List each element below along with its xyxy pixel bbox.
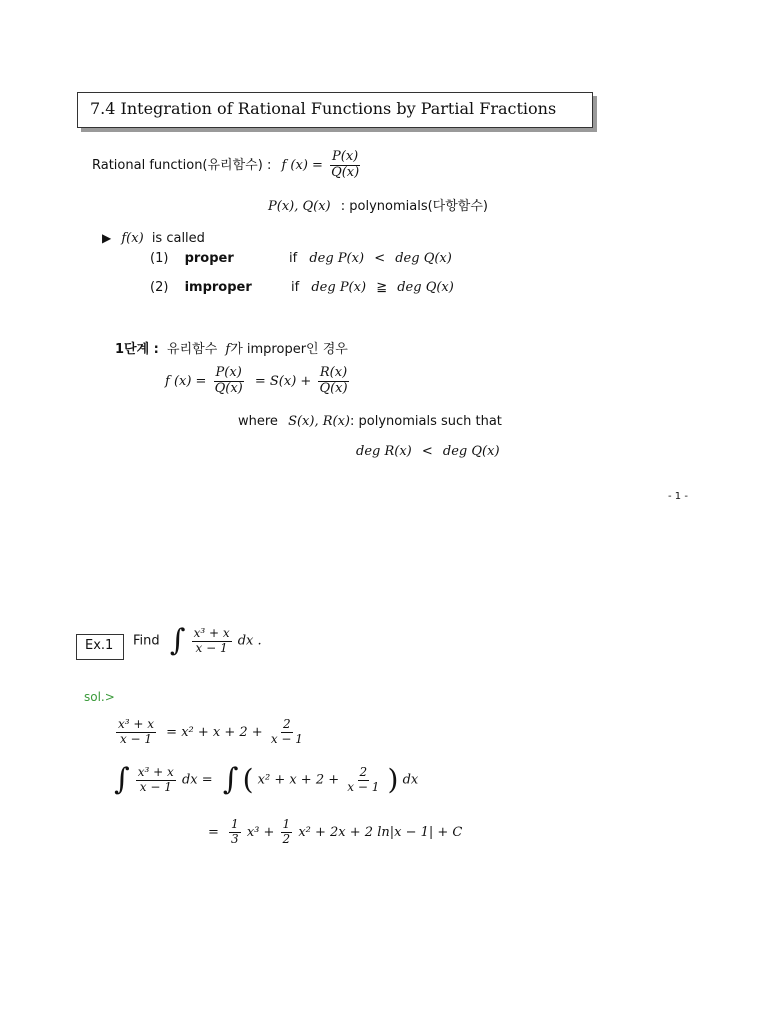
step1-den-1: Q(x) [214,380,243,396]
proper-condition [289,251,452,266]
step1-text-a: 유리함수 [167,342,218,357]
fraction-numerator: P(x) [332,149,359,164]
rational-function-lhs: f (x) = [281,157,323,173]
step1-num-2: R(x) [319,365,348,380]
sol2-rem-denominator: x − 1 [347,779,380,794]
improper-condition [291,280,454,295]
improper-number: (2) [150,280,169,295]
solution-line-2 [114,762,419,797]
proper-if: if [289,251,298,266]
sol1-numerator: x³ + x [118,717,155,731]
step1-f: f [225,342,231,357]
solution-line-1 [114,718,307,747]
step1-text-b: 가 improper인 경우 [230,342,348,357]
example-denominator: x − 1 [195,640,228,655]
proper-name: proper [184,251,234,266]
improper-if: if [291,280,300,295]
proper-item [150,251,234,266]
deg-relation: < [421,444,433,459]
find-word: Find [133,633,160,649]
step1-fraction-1 [213,366,245,397]
right-paren: ) [387,763,399,796]
called-text: is called [151,231,205,246]
step1-fraction-2 [317,366,349,397]
improper-item [150,280,252,295]
polynomials-line [268,195,488,214]
sol1-fraction [116,718,156,747]
step1-mid: = S(x) + [254,373,312,389]
integral-icon: ∫ [114,762,130,797]
sol1-mid: = x² + x + 2 + [166,724,263,740]
sol3-fraction-2 [281,818,293,847]
improper-deg-p: deg P(x) [311,280,367,295]
solution-line-3 [208,818,462,847]
sol2-dx: dx = [181,772,213,788]
fx-symbol: f(x) [121,231,144,246]
where-description: : polynomials such that [350,414,502,429]
sol2-denominator: x − 1 [139,779,172,794]
proper-number: (1) [150,251,169,266]
step1-den-2: Q(x) [319,380,348,396]
bullet-icon: ▶ [102,231,112,245]
where-symbols: S(x), R(x) [288,414,350,429]
fraction-denominator: Q(x) [331,164,360,180]
sol3-term-2: x² + 2x + 2 ln|x − 1| + C [298,824,463,840]
sol3-fraction-1 [229,818,241,847]
step1-label: 1단계 : [115,342,159,357]
improper-relation: ≧ [376,280,388,295]
sol1-rem-numerator: 2 [283,717,291,731]
pq-symbols: P(x), Q(x) [268,199,331,214]
integral-icon: ∫ [222,762,239,797]
sol1-denominator: x − 1 [119,731,153,746]
improper-name: improper [184,280,252,295]
sol2-numerator: x³ + x [137,764,174,779]
rational-function-label: Rational function(유리함수) : [92,157,272,173]
example-dx: dx . [237,633,262,649]
sol3-equals: = [208,824,219,840]
section-title: 7.4 Integration of Rational Functions by Partial Fractions [90,99,557,118]
solution-label: sol.> [84,690,115,704]
example-fraction [192,627,232,656]
step1-num-1: P(x) [215,365,242,380]
page-number: - 1 - [668,491,688,502]
sol3-f1-numerator: 1 [231,817,239,831]
integral-icon: ∫ [169,623,186,658]
called-line [102,231,205,246]
sol2-remainder-fraction [345,766,381,795]
sol1-remainder-fraction [269,718,305,747]
sol2-poly: x² + x + 2 + [257,772,340,788]
proper-deg-q: deg Q(x) [395,251,452,266]
improper-deg-q: deg Q(x) [397,280,454,295]
proper-relation: < [374,251,386,266]
rational-function-line [92,150,363,181]
example-statement [133,623,262,658]
sol3-f2-numerator: 1 [282,817,291,831]
left-paren: ( [242,763,254,796]
degree-condition [356,444,500,459]
sol3-f1-denominator: 3 [231,831,239,846]
where-word: where [238,414,278,429]
proper-deg-p: deg P(x) [309,251,365,266]
sol3-f2-denominator: 2 [282,831,291,846]
sol2-rem-numerator: 2 [359,764,368,779]
pq-description: : polynomials(다항함수) [340,199,488,214]
step1-heading [115,338,348,357]
step1-equation [165,366,352,397]
sol2-fraction [136,766,176,795]
deg-q: deg Q(x) [442,444,500,459]
rational-function-fraction [329,150,361,181]
where-line [238,414,502,429]
deg-r: deg R(x) [356,444,412,459]
sol1-rem-denominator: x − 1 [270,731,303,746]
step1-lhs: f (x) = [165,373,207,389]
example-label: Ex.1 [85,638,114,653]
sol2-dx-2: dx [402,772,419,788]
sol3-term-1: x³ + [246,824,275,840]
example-numerator: x³ + x [193,625,230,640]
